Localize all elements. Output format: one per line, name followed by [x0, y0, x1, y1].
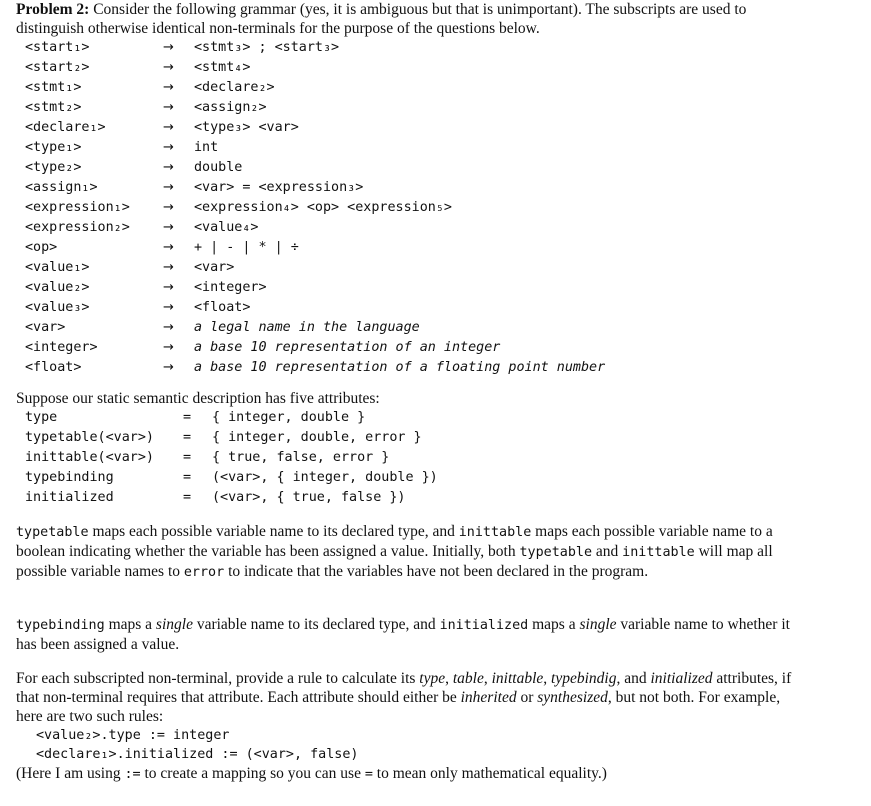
arrow-icon: →	[163, 360, 174, 375]
paragraph-text: ,	[543, 670, 552, 687]
rule-rhs: int	[194, 140, 219, 155]
emphasis: single	[579, 616, 617, 633]
arrow-icon: →	[163, 340, 174, 355]
paragraph-text: ,	[483, 670, 492, 687]
rule-rhs: <var>	[194, 260, 235, 275]
equals-sign: =	[183, 410, 192, 425]
attribute-name: typetable(<var>)	[25, 430, 154, 445]
arrow-icon: →	[163, 220, 174, 235]
code-term: inittable	[458, 525, 532, 540]
arrow-icon: →	[163, 160, 174, 175]
code-term: :=	[124, 767, 141, 782]
problem-intro-text: Consider the following grammar (yes, it is ambiguous but that is unimportant). The subscripts are used to distinguish otherwise identical non-terminals for the purpose of the questions below.	[16, 1, 747, 37]
rule-lhs: <start₂>	[25, 60, 90, 75]
arrow-icon: →	[163, 40, 174, 55]
rule-lhs: <op>	[25, 240, 58, 255]
equals-sign: =	[183, 490, 192, 505]
emphasis: type	[419, 670, 446, 687]
arrow-icon: →	[163, 60, 174, 75]
example-rule: <declare₁>.initialized := (<var>, false)	[36, 747, 359, 762]
rule-lhs: <integer>	[25, 340, 98, 355]
paragraph-text: , but not both. For example, here are two such rules:	[16, 689, 781, 725]
problem-intro	[16, 0, 806, 38]
attribute-name: typebinding	[25, 470, 114, 485]
rule-lhs: <expression₂>	[25, 220, 130, 235]
rule-lhs: <expression₁>	[25, 200, 130, 215]
arrow-icon: →	[163, 280, 174, 295]
attribute-name: type	[25, 410, 58, 425]
paragraph-text: variable name to its declared type, and	[192, 616, 440, 633]
arrow-icon: →	[163, 200, 174, 215]
emphasis: inittable	[491, 670, 544, 687]
attribute-value: { integer, double, error }	[212, 430, 422, 445]
paragraph-text: to create a mapping so you can use	[140, 765, 365, 782]
emphasis: synthesized	[537, 689, 608, 706]
paragraph-text: maps a	[528, 616, 580, 633]
paragraph-text: attributes, if that non-terminal requires that attribute. Each attribute should either be	[16, 670, 792, 706]
instructions-text	[16, 669, 806, 726]
rule-rhs: double	[194, 160, 243, 175]
attribute-name: initialized	[25, 490, 114, 505]
code-term: inittable	[622, 545, 695, 560]
paragraph-text: will map all possible variable names to	[16, 543, 773, 580]
paragraph-text: (Here I am using	[16, 765, 125, 782]
paragraph-text: maps each possible variable name to a boolean indicating whether the variable has been assigned a value. Initially, both	[16, 523, 773, 560]
rule-lhs: <stmt₂>	[25, 100, 82, 115]
problem-title: Problem 2:	[16, 1, 90, 18]
rule-rhs: <integer>	[194, 280, 267, 295]
paragraph-text: For each subscripted non-terminal, provide a rule to calculate its	[16, 670, 420, 687]
code-term: typetable	[519, 545, 593, 560]
code-term: error	[183, 565, 225, 580]
attribute-value: { integer, double }	[212, 410, 366, 425]
note-text	[16, 764, 806, 784]
code-term: initialized	[439, 618, 529, 633]
paragraph-text: or	[516, 689, 538, 706]
rule-lhs: <declare₁>	[25, 120, 106, 135]
arrow-icon: →	[163, 320, 174, 335]
rule-rhs: <value₄>	[194, 220, 259, 235]
arrow-icon: →	[163, 100, 174, 115]
code-term: =	[364, 767, 373, 782]
rule-lhs: <var>	[25, 320, 66, 335]
paragraph-text: maps a	[104, 616, 156, 633]
equals-sign: =	[183, 450, 192, 465]
rule-rhs: a base 10 representation of an integer	[194, 340, 501, 355]
arrow-icon: →	[163, 80, 174, 95]
rule-lhs: <type₁>	[25, 140, 82, 155]
attribute-value: (<var>, { integer, double })	[212, 470, 438, 485]
rule-rhs: <var> = <expression₃>	[194, 180, 364, 195]
emphasis: initialized	[650, 670, 713, 687]
rule-rhs: a legal name in the language	[194, 320, 420, 335]
attribute-name: inittable(<var>)	[25, 450, 154, 465]
arrow-icon: →	[163, 180, 174, 195]
rule-lhs: <value₁>	[25, 260, 90, 275]
arrow-icon: →	[163, 140, 174, 155]
rule-rhs: <type₃> <var>	[194, 120, 299, 135]
rule-lhs: <float>	[25, 360, 82, 375]
paragraph-instructions	[16, 669, 806, 784]
paragraph-text: , and	[616, 670, 651, 687]
equals-sign: =	[183, 470, 192, 485]
rule-lhs: <start₁>	[25, 40, 90, 55]
attributes-intro: Suppose our static semantic description has five attributes:	[16, 390, 380, 407]
arrow-icon: →	[163, 120, 174, 135]
arrow-icon: →	[163, 240, 174, 255]
rule-rhs: <declare₂>	[194, 80, 275, 95]
example-rule: <value₂>.type := integer	[36, 728, 230, 743]
paragraph-bindings	[16, 615, 806, 654]
rule-rhs: <expression₄> <op> <expression₅>	[194, 200, 452, 215]
rule-lhs: <assign₁>	[25, 180, 98, 195]
paragraph-text: to indicate that the variables have not been declared in the program.	[224, 563, 649, 580]
rule-rhs: <float>	[194, 300, 251, 315]
equals-sign: =	[183, 430, 192, 445]
rule-rhs: a base 10 representation of a floating point number	[194, 360, 606, 375]
arrow-icon: →	[163, 260, 174, 275]
rule-lhs: <type₂>	[25, 160, 82, 175]
paragraph-text: to mean only mathematical equality.)	[372, 765, 607, 782]
emphasis: inherited	[460, 689, 517, 706]
emphasis: single	[155, 616, 193, 633]
paragraph-text: ,	[445, 670, 453, 687]
arrow-icon: →	[163, 300, 174, 315]
problem-page	[16, 0, 806, 782]
paragraph-text: variable name to whether it has been assigned a value.	[16, 616, 790, 653]
rule-rhs: <stmt₃> ; <start₃>	[194, 40, 340, 55]
rule-rhs: <stmt₄>	[194, 60, 251, 75]
rule-lhs: <value₂>	[25, 280, 90, 295]
rule-lhs: <value₃>	[25, 300, 90, 315]
emphasis: table	[452, 670, 484, 687]
paragraph-text: and	[592, 543, 623, 560]
code-term: typetable	[16, 525, 89, 540]
rule-rhs: <assign₂>	[194, 100, 267, 115]
code-term: typebinding	[16, 618, 105, 633]
paragraph-tables	[16, 522, 806, 582]
emphasis: typebindig	[551, 670, 617, 687]
paragraph-text: maps each possible variable name to its declared type, and	[88, 523, 459, 540]
attribute-value: { true, false, error }	[212, 450, 390, 465]
rule-lhs: <stmt₁>	[25, 80, 82, 95]
rule-rhs: + | - | * | ÷	[194, 240, 299, 255]
attribute-value: (<var>, { true, false })	[212, 490, 406, 505]
